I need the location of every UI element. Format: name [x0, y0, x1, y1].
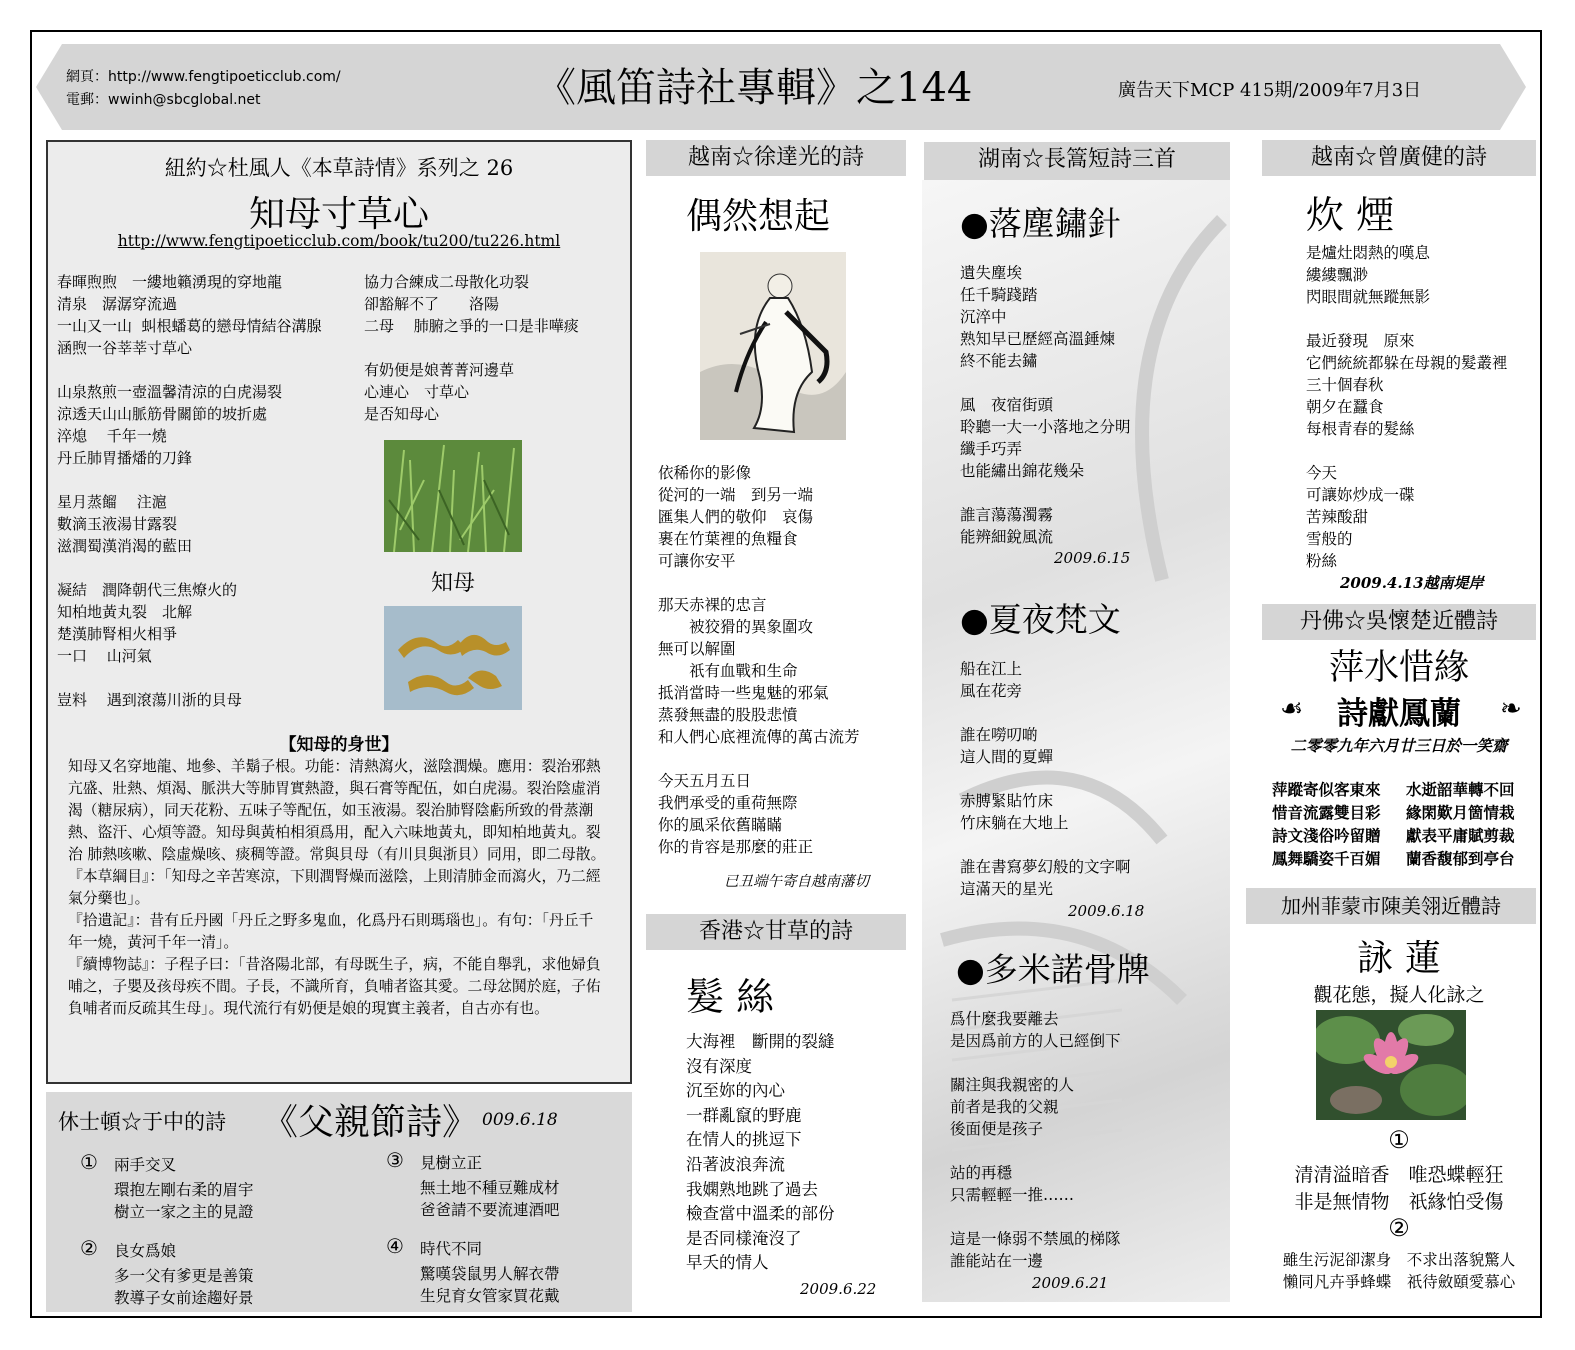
father-item-line: 驚嘆袋鼠男人解衣帶	[420, 1265, 560, 1283]
page-title: 《風笛詩社專輯》之144	[536, 65, 973, 111]
father-item-num: ②	[80, 1236, 98, 1260]
acrostic-line: 水逝韶華轉不回	[1406, 780, 1515, 799]
father-title: 《父親節詩》	[262, 1102, 479, 1143]
poem-subtitle: 詩獻鳳蘭	[1337, 696, 1461, 732]
poem-date: 2009.6.22	[800, 1280, 877, 1298]
verse-number: ②	[1388, 1214, 1410, 1242]
poem-date: 2009.6.21	[1032, 1274, 1109, 1292]
father-item-title: 時代不同	[420, 1240, 483, 1258]
herb-poem-left: 春暉煦煦 一縷地籟湧現的穿地龍 清泉 潺潺穿流過 一山又一山 虯根蟠葛的戀母情結谷溝腺 涵煦一谷莘莘寸草心 山泉熬煎一壺溫馨清涼的白虎湯裂 涼透天山山脈筋骨關節的坡折處 淬熄 千年一燒 丹丘肺胃播燔的刀鋒 星月蒸餾 注滬 數滴玉液湯甘露裂 滋潤蜀漢消渴的藍田 凝結 潤降朝代三焦燎火的 知柏地黃丸裂 北解 楚漢肺腎相火相爭 一口 山河氣 豈料 遇到滾蕩川浙的貝母	[57, 273, 322, 709]
poem-title: 偶然想起	[686, 196, 831, 237]
verse-line: 雖生污泥卻潔身 不求出落貌驚人	[1282, 1251, 1516, 1269]
poem-date-line: 二零零九年六月廿三日於一笑齋	[1290, 736, 1508, 755]
father-item-line: 教導子女前途趨好景	[114, 1289, 254, 1307]
verse-line: 非是無情物 祇緣怕受傷	[1294, 1191, 1504, 1213]
acrostic-line: 惜音流露雙目彩	[1272, 803, 1381, 822]
section-header: 越南☆曾廣健的詩	[1262, 140, 1536, 176]
poem-title: ●落塵鏽針	[960, 204, 1121, 243]
father-item-line: 生兒育女管家買花戴	[420, 1287, 560, 1305]
bio-title: 【知母的身世】	[279, 735, 399, 755]
poem-date: 2009.4.13越南堤岸	[1340, 574, 1484, 592]
father-item-title: 兩手交叉	[114, 1156, 177, 1174]
acrostic-line: 鳳舞驕姿千百媚	[1272, 849, 1381, 868]
father-item-num: ③	[386, 1148, 404, 1172]
father-item-title: 良女爲娘	[114, 1242, 177, 1260]
verse-line: 清清溢暗香 唯恐蝶輕狂	[1294, 1164, 1504, 1186]
poem-signature: 已丑端午寄自越南藩切	[724, 874, 869, 890]
poem-title: 髮 絲	[686, 975, 775, 1019]
poem-title: ●夏夜梵文	[960, 600, 1121, 639]
acrostic-line: 萍蹤寄似客東來	[1272, 780, 1381, 799]
poem-body: 船在江上 風在花旁 誰在嘮叨啲 這人間的夏蟬 赤膊緊貼竹床 竹床躺在大地上 誰在書寫夢幻般的文字啊 這滿天的星光	[960, 660, 1131, 898]
poem-body: 依稀你的影像 從河的一端 到另一端 匯集人們的敬仰 哀傷 裹在竹葉裡的魚糧食 可讓你安平 那天赤裸的忠言 被狡猾的異象圍攻 無可以解圍 祇有血戰和生命 抵消當時一些鬼魅的邪氣 蒸發無盡的股股悲憤 和人們心底裡流傳的萬古流芳 今天五月五日 我們承受的重荷無際 你的風采依舊瞞瞞 你的肯容是那麼的莊正	[658, 464, 860, 856]
poem-title: ●多米諾骨牌	[956, 950, 1150, 989]
grass-image	[384, 440, 522, 552]
father-item-line: 爸爸請不要流連酒吧	[420, 1201, 560, 1219]
father-author: 休士頓☆于中的詩	[58, 1110, 226, 1134]
father-date: 009.6.18	[482, 1110, 558, 1130]
poem-title: 知母寸草心	[248, 194, 429, 235]
poem-url[interactable]: http://www.fengtipoeticclub.com/book/tu200/tu226.html	[117, 232, 561, 250]
bio-text: 知母又名穿地龍、地參、羊鬍子根。功能：清熱瀉火，滋陰潤燥。應用：裂治邪熱亢盛、壯熱、煩渴、脈洪大等肺胃實熱證，與石膏等配伍，如白虎湯。裂治陰虛消渴（糖尿病），同天花粉、五味子等配伍，如玉液湯。裂治肺腎陰虧所致的骨蒸潮熱、盜汗、心煩等證。知母與黃柏相須爲用，配入六味地黃丸，即知柏地黃丸。裂治 肺熱咳嗽、陰虛燥咳、痰稠等證。常與貝母（有川貝與浙貝）同用，即二母散。 『本草綱目』：「知母之辛苦寒涼，下則潤腎燥而滋陰，上則清肺金而瀉火，乃二經氣分藥也」。 『拾遺記』：昔有丘丹國「丹丘之野多鬼血，化爲丹石則瑪瑙也」。有句：「丹丘千年一燒，黃河千年一清」。 『續博物誌』：子程子曰：「昔洛陽北部，有母既生子，病，不能自舉乳，求他婦負哺之，子嬰及孩母疾不間。子長，不識所育，負哺者盜其愛。二母忿鬨於庭，子佑負哺者而反疏其生母」。現代流行有奶便是娘的現實主義者，自古亦有也。	[68, 758, 606, 1017]
poem-date: 2009.6.15	[1054, 549, 1131, 567]
acrostic-line: 蘭香馥郁到亭台	[1406, 849, 1515, 868]
section-header: 丹佛☆吳懷楚近體詩	[1262, 604, 1536, 640]
father-item-num: ④	[386, 1234, 404, 1258]
email-line: 電郵：wwinh@sbcglobal.net	[66, 92, 261, 108]
verse-line: 懶同凡卉爭蜂蝶 祇待斂頤愛慕心	[1282, 1273, 1516, 1291]
section-header: 越南☆徐達光的詩	[646, 140, 906, 176]
father-item-line: 無土地不種豆難成材	[420, 1179, 560, 1197]
poem-title: 詠 蓮	[1357, 938, 1441, 979]
herb-poem-right: 協力合練成二母散化功裂 卻豁解不了 洛陽 二母 肺腑之爭的一口是非嘩痰 有奶便是娘菁菁河邊草 心連心 寸草心 是否知母心	[364, 273, 579, 423]
acrostic-line: 緣閑歎月箇情栽	[1406, 803, 1515, 822]
poet-figure-image	[700, 252, 846, 440]
herb-caption: 知母	[430, 571, 475, 596]
poem-subtitle: 觀花態，擬人化詠之	[1313, 984, 1485, 1006]
ornament-left-icon: ☙	[1280, 694, 1304, 724]
issue-info: 廣告天下MCP 415期/2009年7月3日	[1118, 80, 1422, 101]
poem-date: 2009.6.18	[1068, 902, 1145, 920]
poem-body: 遺失塵埃 任千騎踐踏 沉淬中 熟知早已歷經高溫錘煉 終不能去鏽 風 夜宿街頭 聆聽一大一小落地之分明 纖手巧弄 也能繡出錦花幾朵 誰言蕩蕩濁霧 能辨細銳風流	[960, 264, 1131, 546]
section-header: 加州菲蒙市陳美翎近體詩	[1246, 888, 1536, 924]
poem-title: 萍水惜緣	[1328, 648, 1469, 688]
ornament-right-icon: ❧	[1500, 694, 1522, 724]
section-header: 湖南☆長篙短詩三首	[924, 142, 1230, 180]
section-header: 香港☆甘草的詩	[646, 914, 906, 950]
contact-info	[66, 66, 341, 112]
father-item-line: 多一父有爹更是善策	[114, 1267, 254, 1285]
root-image	[384, 606, 522, 710]
poem-body: 爲什麼我要離去 是因爲前方的人已經倒下 關注與我親密的人 前者是我的父親 後面便是孩子 站的再穩 只需輕輕一推…… 這是一條弱不禁風的梯隊 誰能站在一邊	[950, 1010, 1121, 1270]
poem-body: 是爐灶悶熱的嘆息 縷縷飄渺 閃眼間就無蹤無影 最近發現 原來 它們統統都躲在母親的髮叢裡 三十個春秋 朝夕在蠶食 每根青春的髮絲 今天 可讓妳炒成一碟 苦辣酸甜 雪般的 粉絲	[1306, 244, 1508, 570]
father-item-line: 環抱左剛右柔的眉宇	[114, 1181, 254, 1199]
acrostic-line: 詩文淺俗吟留贈	[1272, 826, 1381, 845]
series-title: 紐約☆杜風人《本草詩情》系列之 26	[164, 156, 514, 180]
lotus-image	[1316, 1010, 1466, 1120]
website-line: 網頁：http://www.fengtipoeticclub.com/	[66, 69, 341, 85]
verse-number: ①	[1388, 1126, 1410, 1154]
father-item-line: 樹立一家之主的見證	[114, 1203, 254, 1221]
poem-title: 炊 煙	[1306, 193, 1395, 237]
father-item-title: 見樹立正	[420, 1154, 483, 1172]
acrostic-line: 獻表平庸賦剪裁	[1406, 826, 1515, 845]
father-item-num: ①	[80, 1150, 98, 1174]
poem-body: 大海裡 斷開的裂縫 沒有深度 沉至妳的內心 一群亂竄的野鹿 在情人的挑逗下 沿著波浪奔流 我嫻熟地跳了過去 檢查當中溫柔的部份 是否同樣淹沒了 早夭的情人	[686, 1032, 835, 1273]
